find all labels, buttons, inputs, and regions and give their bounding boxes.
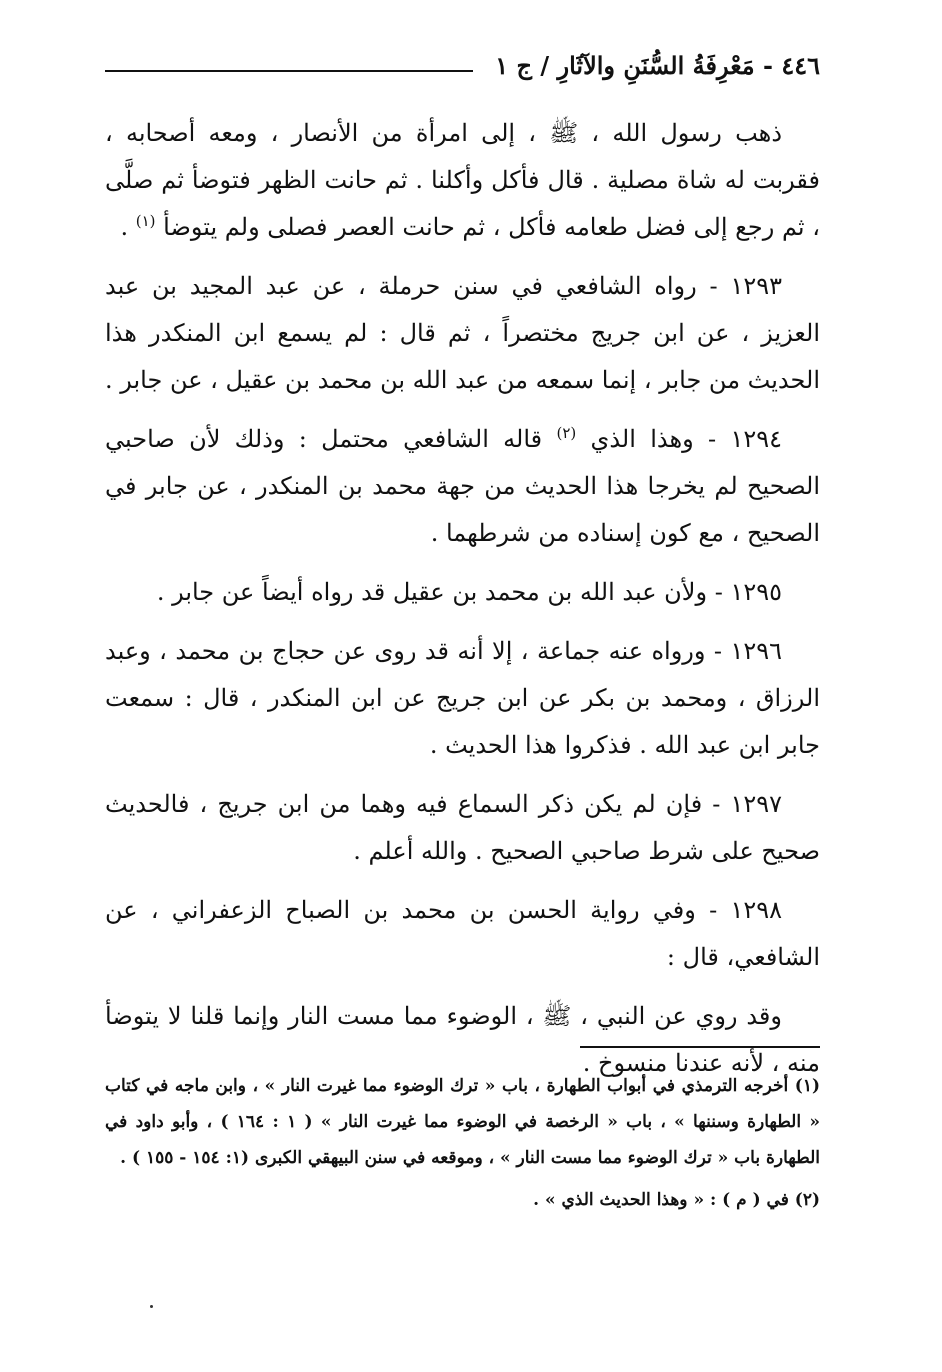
footnote-1: (١) أخرجه الترمذي في أبواب الطهارة ، باب « ترك الوضوء مما غيرت النار » ، وابن ماجه في كتاب « الطهارة وسننها » ، باب « الرخصة في الوضوء مما غيرت النار » ( ١ : ١٦٤ ) ، وأبو داود في الطهارة باب « ترك الوضوء مما مست النار » ، وموقعه في سنن البيهقي الكبرى (١: ١٥٤ - ١٥٥ ) . — [105, 1076, 820, 1168]
footnote-2: (٢) في ( م ) : « وهذا الحديث الذي » . — [533, 1190, 820, 1210]
running-title: ٤٤٦ - مَعْرِفَةُ السُّنَنِ والآثَارِ / ج ١ — [495, 51, 820, 80]
paragraph: وقد روي عن النبي ، ﷺ ، الوضوء مما مست النار وإنما قلنا لا يتوضأ منه ، لأنه عندنا منسوخ . — [105, 1002, 820, 1077]
footnote-ref[interactable]: (١) — [135, 212, 156, 230]
paragraph: ١٢٩٤ - وهذا الذي $^{(٢)}$ قاله الشافعي محتمل : وذلك لأن صاحبي الصحيح لم يخرجا هذا الحديث من جهة محمد بن المنكدر ، عن جابر في الصحيح ، مع كون إسناده من شرطهما . — [105, 424, 820, 547]
page-speck — [150, 1305, 153, 1308]
footnote-separator — [580, 1046, 820, 1048]
paragraph: ١٢٩٨ - وفي رواية الحسن بن محمد بن الصباح الزعفراني ، عن الشافعي، قال : — [105, 896, 820, 971]
paragraph: ١٢٩٦ - ورواه عنه جماعة ، إلا أنه قد روى عن حجاج بن محمد ، وعبد الرزاق ، ومحمد بن بكر عن ابن جريج عن ابن المنكدر ، قال : سمعت جابر ابن عبد الله . فذكروا هذا الحديث . — [105, 637, 820, 759]
paragraph: ذهب رسول الله ، ﷺ ، إلى امرأة من الأنصار ، ومعه أصحابه ، فقربت له شاة مصلية . قال فأكل وأكلنا . ثم حانت الظهر فتوضأ ثم صلَّى ، ثم رجع إلى فضل طعامه فأكل ، ثم حانت العصر فصلى ولم يتوضأ $^{(١)}$ . — [105, 119, 820, 241]
paragraph: ١٢٩٥ - ولأن عبد الله بن محمد بن عقيل قد رواه أيضاً عن جابر . — [156, 578, 782, 606]
main-text — [105, 110, 820, 1099]
paragraph: ١٢٩٣ - رواه الشافعي في سنن حرملة ، عن عبد المجيد بن عبد العزيز ، عن ابن جريج مختصراً ، ثم قال : لم يسمع ابن المنكدر هذا الحديث من جابر ، إنما سمعه من عبد الله بن محمد بن عقيل ، عن جابر . — [105, 272, 820, 394]
footnotes — [105, 1068, 820, 1224]
header-rule — [105, 70, 473, 72]
paragraph: ١٢٩٧ - فإن لم يكن ذكر السماع فيه وهما من ابن جريج ، فالحديث صحيح على شرط صاحبي الصحيح . والله أعلم . — [105, 790, 820, 865]
running-header — [105, 50, 820, 86]
footnote-ref[interactable]: (٢) — [556, 424, 577, 442]
